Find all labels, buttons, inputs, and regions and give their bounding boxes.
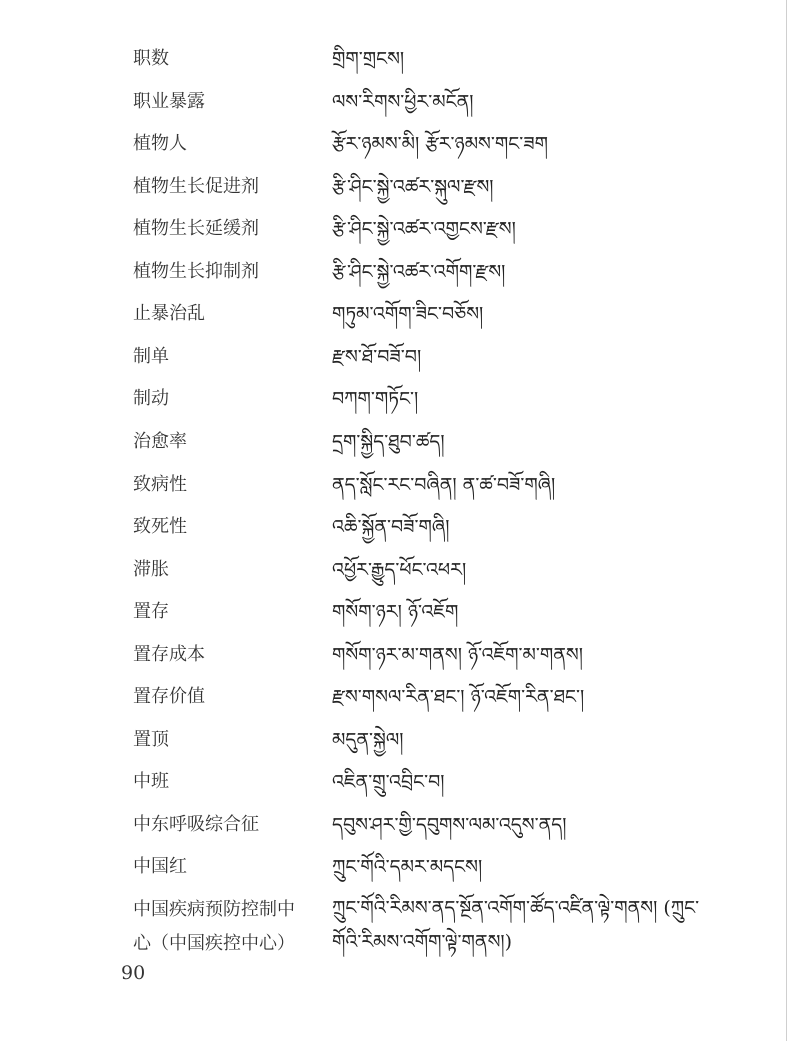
- tibetan-term: འཇིན་གྲུ་འབྲིང་བ།: [332, 771, 445, 793]
- tibetan-term: ཀྲུང་གོའི་རིམས་ནད་སྔོན་འགོག་ཚོད་འཛིན་ལྟེ་གནས། (ཀྲུང་གོའི་རིམས་འགོག་ལྟེ་གནས།): [332, 897, 700, 953]
- chinese-term: 致病性: [133, 474, 187, 495]
- chinese-term: 职业暴露: [133, 91, 205, 112]
- chinese-term: 职数: [133, 48, 169, 69]
- page-edge-rule: [786, 0, 787, 1041]
- tibetan-term: རྩོར་ཉམས་མི། རྩོར་ཉམས་གང་ཟག: [332, 133, 548, 155]
- chinese-term: 制动: [133, 388, 169, 409]
- tibetan-term: གསོག་ཉར། ཉོ་འཇོག: [332, 601, 459, 623]
- chinese-term: 中国红: [133, 856, 187, 877]
- chinese-term: 置存: [133, 601, 169, 622]
- chinese-term: 置存价值: [133, 686, 205, 707]
- chinese-term: 植物生长抑制剂: [133, 261, 259, 282]
- tibetan-term: རྫས་གསལ་རིན་ཐང་། ཉོ་འཇོག་རིན་ཐང་།: [332, 686, 585, 708]
- tibetan-term: མདུན་སྐྱེལ།: [332, 729, 404, 751]
- chinese-term: 植物生长延缓剂: [133, 218, 259, 239]
- chinese-term: 中国疾病预防控制中心（中国疾控中心）: [133, 899, 295, 954]
- tibetan-term: བཀག་གཏོང་།: [332, 388, 419, 410]
- chinese-term: 止暴治乱: [133, 303, 205, 324]
- tibetan-term: ལས་རིགས་ཕྱིར་མངོན།: [332, 91, 474, 113]
- chinese-term: 中东呼吸综合征: [133, 814, 259, 835]
- chinese-term: 制单: [133, 346, 169, 367]
- chinese-term: 置顶: [133, 729, 169, 750]
- tibetan-term: རྩི་ཤིང་སྐྱེ་འཚར་སྐུལ་རྫས།: [332, 176, 494, 198]
- chinese-term: 致死性: [133, 516, 187, 537]
- tibetan-term: འཕྱོར་རྒྱུད་ཕོང་འཕར།: [332, 559, 467, 581]
- chinese-term: 滞胀: [133, 559, 169, 580]
- chinese-term: 置存成本: [133, 644, 205, 665]
- chinese-term: 中班: [133, 771, 169, 792]
- chinese-term: 植物人: [133, 133, 187, 154]
- tibetan-term: རྩི་ཤིང་སྐྱེ་འཚར་འགྱངས་རྫས།: [332, 218, 516, 240]
- tibetan-term: ནད་སློང་རང་བཞིན། ན་ཚ་བཟོ་གཞི།: [332, 474, 556, 496]
- tibetan-term: འཆི་སྐྱོན་བཟོ་གཞི།: [332, 516, 450, 538]
- tibetan-term: གྲིག་གྲངས།: [332, 48, 405, 70]
- page-number: 90: [121, 962, 146, 984]
- tibetan-term: དྲག་སྐྱིད་ཐུབ་ཚད།: [332, 431, 445, 453]
- tibetan-term: རྩི་ཤིང་སྐྱེ་འཚར་འགོག་རྫས།: [332, 261, 506, 283]
- tibetan-term: དབུས་ཤར་གྱི་དབུགས་ལམ་འདུས་ནད།: [332, 814, 567, 836]
- chinese-term: 治愈率: [133, 431, 187, 452]
- tibetan-term: ཀྲུང་གོའི་དམར་མདངས།: [332, 856, 483, 878]
- tibetan-term: གསོག་ཉར་མ་གནས། ཉོ་འཇོག་མ་གནས།: [332, 644, 583, 666]
- chinese-term: 植物生长促进剂: [133, 176, 259, 197]
- tibetan-term: གཏུམ་འགོག་ཟིང་བཅོས།: [332, 303, 484, 325]
- tibetan-term: རྫས་ཐོ་བཟོ་བ།: [332, 346, 422, 368]
